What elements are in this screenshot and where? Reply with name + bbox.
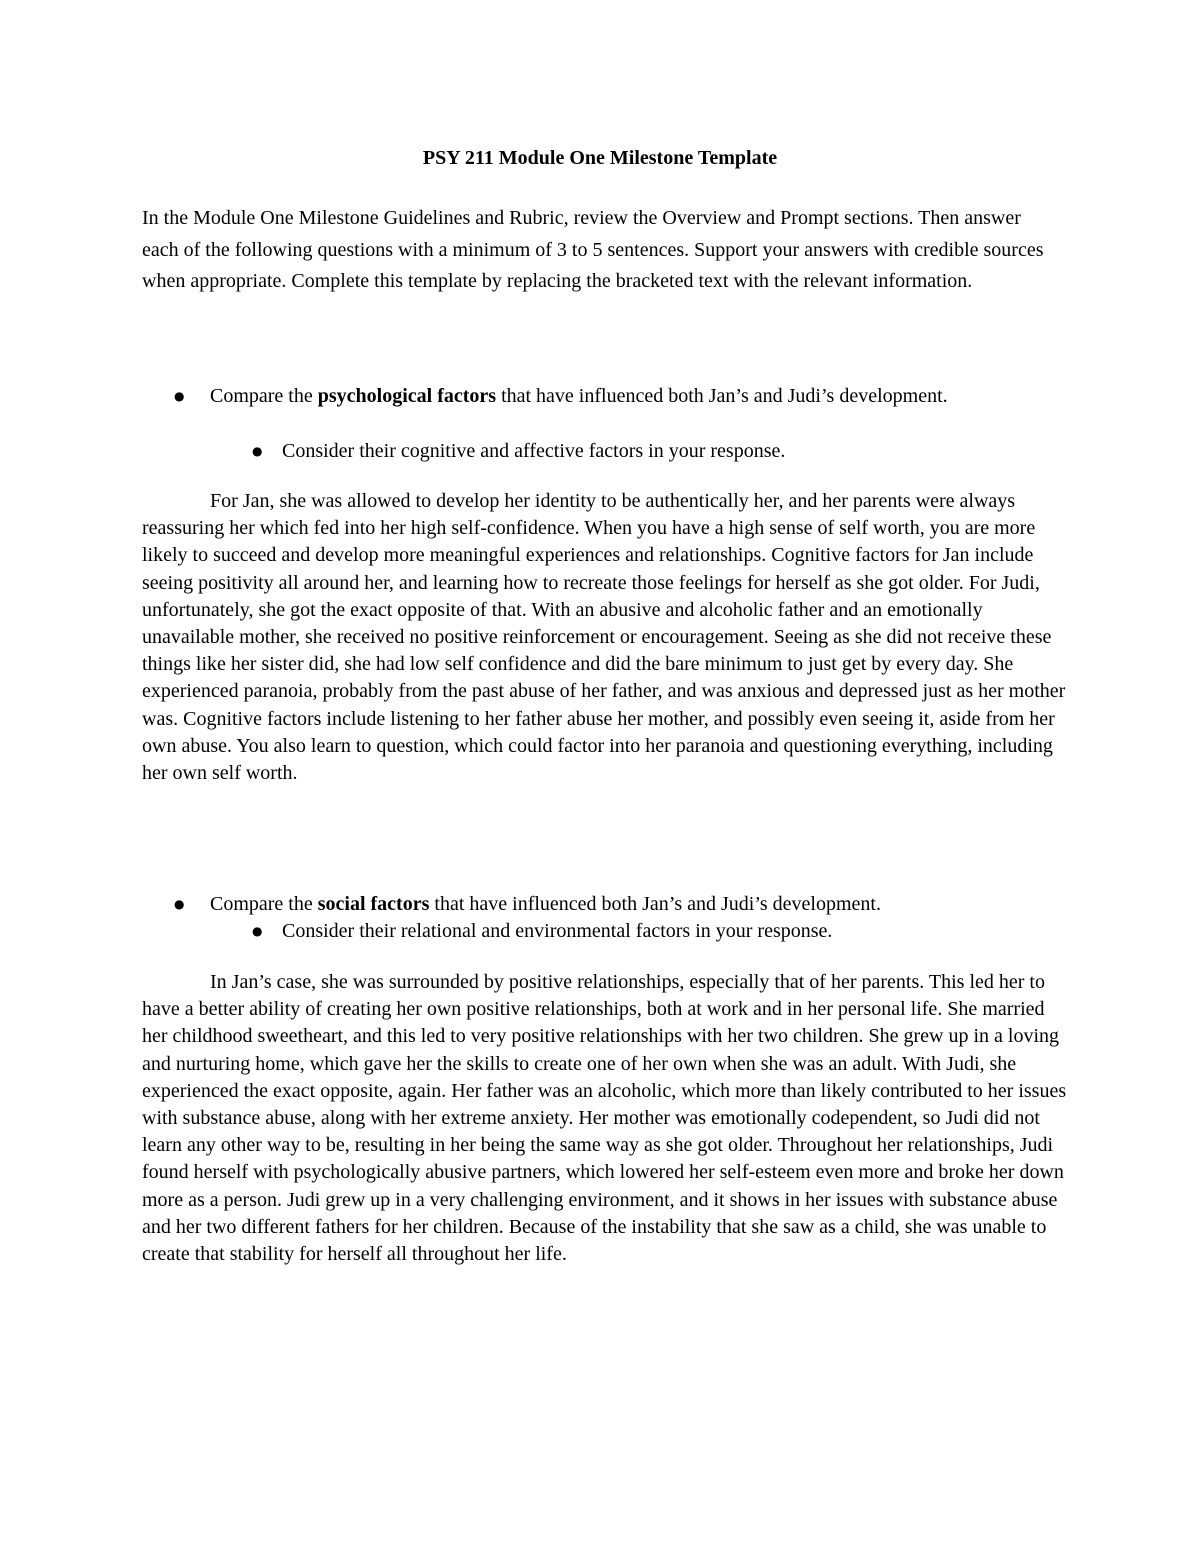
prompt-text-after: that have influenced both Jan’s and Judi’s development. (429, 893, 881, 915)
page-title: PSY 211 Module One Milestone Template (422, 147, 778, 169)
prompt-social-factors (210, 891, 1010, 918)
answer-psychological-factors: For Jan, she was allowed to develop her identity to be authentically her, and her parents were always reassuring her which fed into her high self-confidence. When you have a high sense of self worth, you are more likely to succeed and develop more meaningful experiences and relationships. Cognitive factors for Jan include seeing positivity all around her, and learning how to recreate those feelings for herself as she got older. For Judi, unfortunately, she got the exact opposite of that. With an abusive and alcoholic father and an emotionally unavailable mother, she received no positive reinforcement or encouragement. Seeing as she did not receive these things like her sister did, she had low self confidence and did the bare minimum to just get by every day. She experienced paranoia, probably from the past abuse of her father, and was anxious and depressed just as her mother was. Cognitive factors include listening to her father abuse her mother, and possibly even seeing it, aside from her own abuse. You also learn to question, which could factor into her paranoia and questioning everything, including her own self worth. (142, 490, 1066, 785)
intro-paragraph: In the Module One Milestone Guidelines and Rubric, review the Overview and Prompt sections. Then answer each of the following questions with a minimum of 3 to 5 sentences. Support your answers with credible sources when appropriate. Complete this template by replacing the bracketed text with the relevant information. (142, 207, 1044, 292)
sub-prompt-cognitive-affective: ● Consider their cognitive and affective factors in your response. (282, 438, 1042, 465)
prompt-text-before: Compare the (210, 385, 318, 407)
prompt-text-before: Compare the (210, 893, 318, 915)
prompt-bold-term: social factors (317, 893, 430, 915)
sub-prompt-relational-environmental: ● Consider their relational and environmental factors in your response. (282, 918, 1042, 945)
answer-social-factors: In Jan’s case, she was surrounded by positive relationships, especially that of her parents. This led her to have a better ability of creating her own positive relationships, both at work and in her personal life. She married her childhood sweetheart, and this led to very positive relationships with her two children. She grew up in a loving and nurturing home, which gave her the skills to create one of her own when she was an adult. With Judi, she experienced the exact opposite, again. Her father was an alcoholic, which more than likely contributed to her issues with substance abuse, along with her extreme anxiety. Her mother was emotionally codependent, so Judi did not learn any other way to be, resulting in her being the same way as she got older. Throughout her relationships, Judi found herself with psychologically abusive partners, which lowered her self-esteem even more and broke her down more as a person. Judi grew up in a very challenging environment, and it shows in her issues with substance abuse and her two different fathers for her children. Because of the instability that she saw as a child, she was unable to create that stability for herself all throughout her life. (142, 971, 1067, 1266)
prompt-bold-term: psychological factors (317, 385, 497, 407)
prompt-text-after: that have influenced both Jan’s and Judi’s development. (496, 385, 948, 407)
prompt-psychological-factors (210, 383, 1010, 410)
